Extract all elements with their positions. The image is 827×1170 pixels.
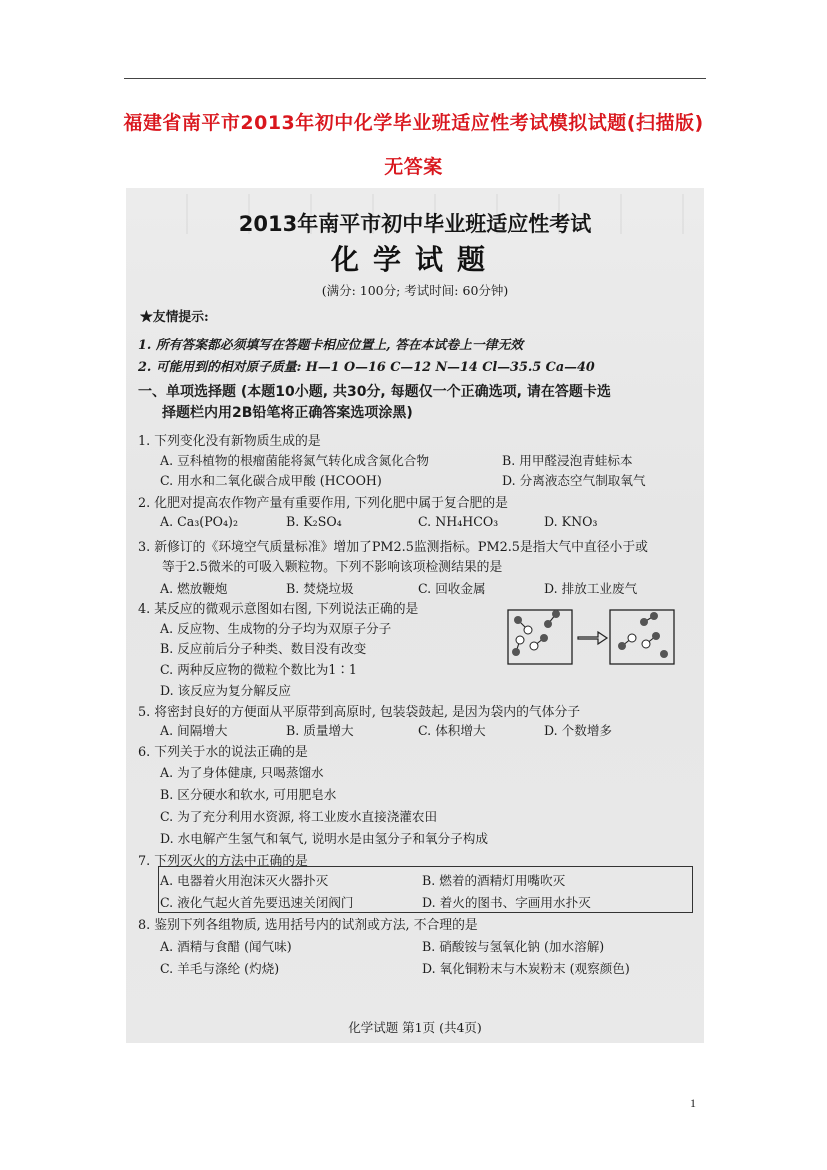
q7-option-d: D. 着火的图书、字画用水扑灭 xyxy=(422,895,591,910)
atom xyxy=(640,618,648,626)
q8-option-b: B. 硝酸铵与氢氧化钠 (加水溶解) xyxy=(422,939,605,954)
atom xyxy=(514,616,522,624)
exam-page-footer: 化学试题 第1页 (共4页) xyxy=(348,1020,482,1035)
atom xyxy=(544,620,552,628)
tip-2: 2. 可能用到的相对原子质量: H—1 O—16 C—12 N—14 Cl—35.5 Ca—40 xyxy=(138,360,595,375)
q6-stem: 6. 下列关于水的说法正确的是 xyxy=(138,745,308,760)
q3-option-b: B. 焚烧垃圾 xyxy=(286,581,354,596)
scanned-exam-page xyxy=(126,188,704,1043)
q7-option-a: A. 电器着火用泡沫灭火器扑灭 xyxy=(160,873,329,888)
q7-stem: 7. 下列灭火的方法中正确的是 xyxy=(138,854,308,869)
q8-stem: 8. 鉴别下列各组物质, 选用括号内的试剂或方法, 不合理的是 xyxy=(138,918,478,933)
q6-option-c: C. 为了充分利用水资源, 将工业废水直接浇灌农田 xyxy=(160,809,438,824)
section-1-heading-cont: 择题栏内用2B铅笔将正确答案选项涂黑) xyxy=(162,405,413,421)
q8-option-a: A. 酒精与食醋 (闻气味) xyxy=(160,939,292,954)
q2-option-d: D. KNO₃ xyxy=(544,514,598,529)
q8-option-d: D. 氧化铜粉末与木炭粉末 (观察颜色) xyxy=(422,961,630,976)
q4-option-a: A. 反应物、生成物的分子均为双原子分子 xyxy=(160,621,392,636)
top-rule xyxy=(124,78,706,79)
q5-option-c: C. 体积增大 xyxy=(418,723,486,738)
document-subtitle: 无答案 xyxy=(384,156,443,178)
section-1-heading: 一、单项选择题 (本题10小题, 共30分, 每题仅一个正确选项, 请在答题卡选 xyxy=(138,384,611,400)
document-title: 福建省南平市2013年初中化学毕业班适应性考试模拟试题(扫描版) xyxy=(123,112,704,134)
q2-option-a: A. Ca₃(PO₄)₂ xyxy=(160,514,239,529)
q4-stem: 4. 某反应的微观示意图如右图, 下列说法正确的是 xyxy=(138,602,419,617)
q6-option-d: D. 水电解产生氢气和氧气, 说明水是由氢分子和氧分子构成 xyxy=(160,831,488,846)
page-number: 1 xyxy=(690,1096,696,1110)
atom xyxy=(524,626,532,634)
atom xyxy=(540,634,548,642)
atom xyxy=(650,612,658,620)
q3-stem: 3. 新修订的《环境空气质量标准》增加了PM2.5监测指标。PM2.5是指大气中直径小于或 xyxy=(138,540,648,555)
atom xyxy=(652,632,660,640)
q7-option-c: C. 液化气起火首先要迅速关闭阀门 xyxy=(160,895,354,910)
tip-1: 1. 所有答案都必须填写在答题卡相应位置上, 答在本试卷上一律无效 xyxy=(138,338,524,353)
q6-option-a: A. 为了身体健康, 只喝蒸馏水 xyxy=(160,765,324,780)
q3-stem-cont: 等于2.5微米的可吸入颗粒物。下列不影响该项检测结果的是 xyxy=(162,560,503,575)
q1-stem: 1. 下列变化没有新物质生成的是 xyxy=(138,434,321,449)
tips-heading: ★友情提示: xyxy=(140,310,209,325)
exam-title: 2013年南平市初中毕业班适应性考试 xyxy=(238,212,592,236)
q7-option-b: B. 燃着的酒精灯用嘴吹灭 xyxy=(422,873,566,888)
q2-stem: 2. 化肥对提高农作物产量有重要作用, 下列化肥中属于复合肥的是 xyxy=(138,496,508,511)
atom xyxy=(516,636,524,644)
reaction-microscopic-diagram xyxy=(506,608,676,668)
q6-option-b: B. 区分硬水和软水, 可用肥皂水 xyxy=(160,787,337,802)
q2-option-c: C. NH₄HCO₃ xyxy=(418,514,499,529)
q1-option-b: B. 用甲醛浸泡青蛙标本 xyxy=(502,453,633,468)
atom xyxy=(552,610,560,618)
q1-option-a: A. 豆科植物的根瘤菌能将氮气转化成含氮化合物 xyxy=(160,453,429,468)
q3-option-d: D. 排放工业废气 xyxy=(544,581,638,596)
q5-stem: 5. 将密封良好的方便面从平原带到高原时, 包装袋鼓起, 是因为袋内的气体分子 xyxy=(138,705,581,720)
atom xyxy=(530,642,538,650)
exam-subject: 化学试题 xyxy=(330,243,499,276)
q5-option-b: B. 质量增大 xyxy=(286,723,354,738)
q3-option-a: A. 燃放鞭炮 xyxy=(160,581,228,596)
atom xyxy=(628,634,636,642)
q8-option-c: C. 羊毛与涤纶 (灼烧) xyxy=(160,961,280,976)
q5-option-d: D. 个数增多 xyxy=(544,723,613,738)
reaction-arrow xyxy=(578,632,607,644)
q1-option-d: D. 分离液态空气制取氧气 xyxy=(502,473,646,488)
q3-option-c: C. 回收金属 xyxy=(418,581,486,596)
q2-option-b: B. K₂SO₄ xyxy=(286,514,342,529)
q1-option-c: C. 用水和二氧化碳合成甲酸 (HCOOH) xyxy=(160,473,382,488)
q4-option-b: B. 反应前后分子种类、数目没有改变 xyxy=(160,641,367,656)
atom xyxy=(512,648,520,656)
atom xyxy=(660,650,668,658)
atom xyxy=(618,642,626,650)
q4-option-c: C. 两种反应物的微粒个数比为1∶1 xyxy=(160,662,357,677)
q4-option-d: D. 该反应为复分解反应 xyxy=(160,683,291,698)
q5-option-a: A. 间隔增大 xyxy=(160,723,228,738)
exam-meta: (满分: 100分; 考试时间: 60分钟) xyxy=(321,283,509,298)
atom xyxy=(642,640,650,648)
